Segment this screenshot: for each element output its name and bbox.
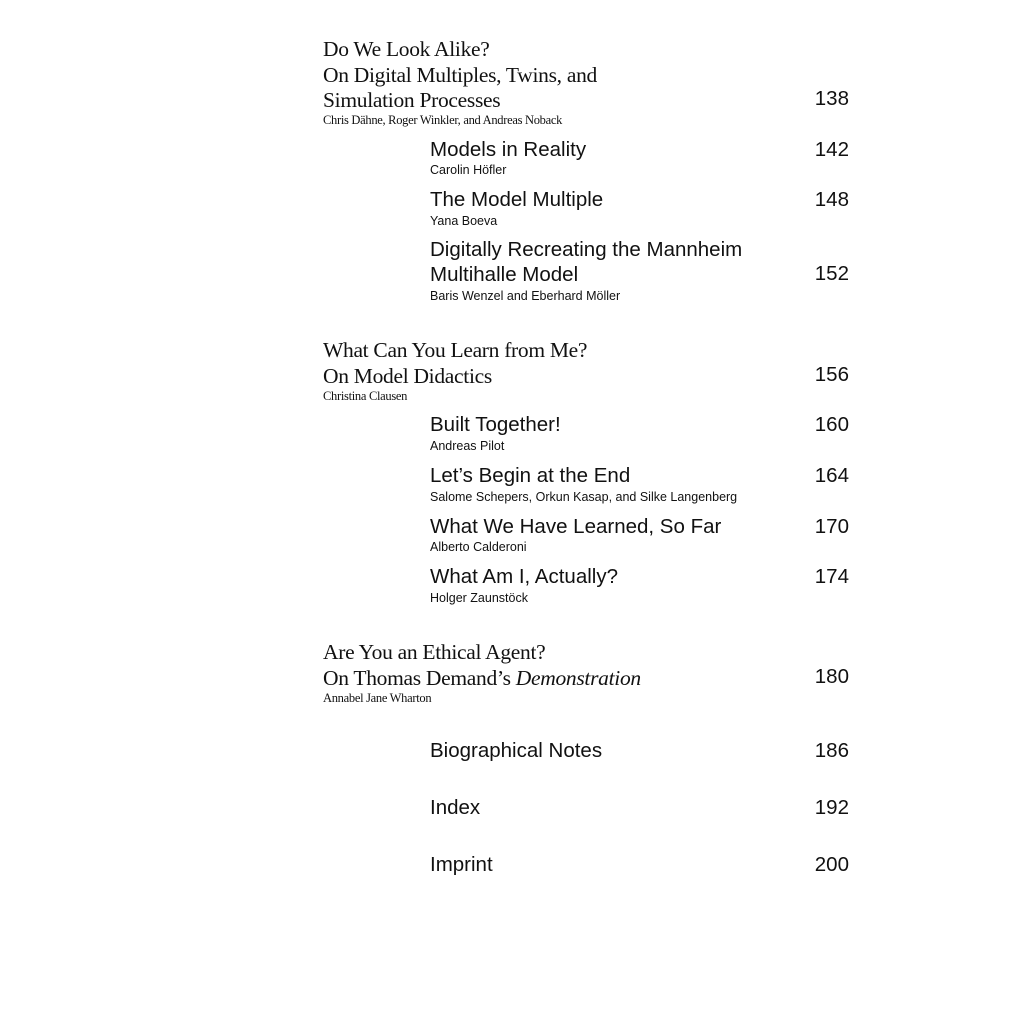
back-matter-title: Biographical Notes (430, 739, 603, 762)
section-author: Annabel Jane Wharton (323, 691, 432, 705)
page-number: 160 (814, 413, 849, 436)
entry-author: Alberto Calderoni (430, 540, 527, 554)
section-title-text: On Thomas Demand’s (323, 665, 516, 690)
section-title-line: Are You an Ethical Agent? (323, 640, 546, 664)
section-title (323, 37, 803, 114)
entry-author: Holger Zaunstöck (430, 591, 528, 605)
page-number: 192 (814, 796, 849, 819)
section-title (323, 338, 803, 389)
page-number: 180 (814, 665, 849, 688)
section-title-line: On Model Didactics (323, 363, 492, 388)
page-number: 200 (814, 853, 849, 876)
page-number: 152 (814, 262, 849, 285)
entry-author: Salome Schepers, Orkun Kasap, and Silke Langenberg (430, 490, 738, 504)
entry-title-line: Digitally Recreating the Mannheim (430, 238, 743, 261)
entry-title: Models in Reality (430, 138, 587, 161)
back-matter-title: Index (430, 796, 481, 819)
entry-title (430, 238, 742, 287)
section-title-line (323, 666, 803, 692)
section-title-line: What Can You Learn from Me? (323, 338, 588, 362)
section-title-italic: Demonstration (515, 665, 641, 690)
page-number: 156 (814, 363, 849, 386)
section-title-line: Simulation Processes (323, 88, 501, 112)
page-number: 186 (814, 739, 849, 762)
page-number: 148 (814, 188, 849, 211)
page-number: 164 (814, 464, 849, 487)
section-title-line: Do We Look Alike? (323, 37, 490, 61)
entry-title: What Am I, Actually? (430, 565, 618, 588)
page-number: 142 (814, 138, 849, 161)
section-title-line: On Digital Multiples, Twins, and (323, 62, 597, 87)
entry-author: Baris Wenzel and Eberhard Möller (430, 289, 621, 303)
page-number: 170 (814, 515, 849, 538)
entry-author: Andreas Pilot (430, 439, 505, 453)
entry-title-line: Multihalle Model (430, 262, 579, 286)
page-number: 174 (814, 565, 849, 588)
entry-author: Carolin Höfler (430, 163, 507, 177)
entry-title: Let’s Begin at the End (430, 464, 631, 487)
entry-author: Yana Boeva (430, 214, 498, 228)
section-author: Chris Dähne, Roger Winkler, and Andreas Noback (323, 113, 563, 127)
entry-title: What We Have Learned, So Far (430, 515, 722, 538)
back-matter-title: Imprint (430, 853, 493, 876)
entry-title: The Model Multiple (430, 188, 604, 211)
section-title (323, 640, 803, 691)
page-number: 138 (814, 87, 849, 110)
entry-title: Built Together! (430, 413, 561, 436)
section-author: Christina Clausen (323, 389, 408, 403)
